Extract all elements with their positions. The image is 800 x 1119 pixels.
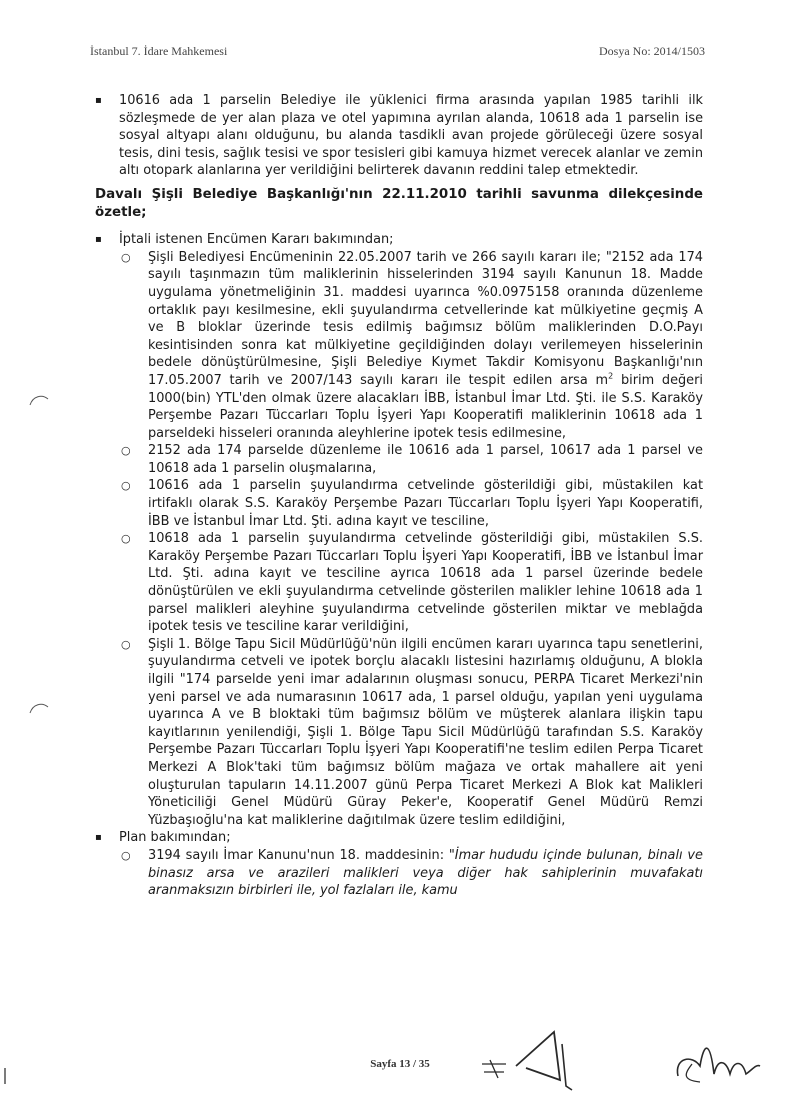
encumen-sub-item bbox=[121, 477, 703, 530]
plan-item-quote: "İmar hududu içinde bulunan, binalı ve binasız arsa ve arazileri malikleri veya diğer hak sahiplerinin muvafakatı aranmaksızın birbirleri ile, yol fazlaları ile, kamu bbox=[148, 847, 703, 899]
encumen-item-text-cont: birim değeri 1000(bin) YTL'den olmak üzere alacakları İBB, İstanbul İmar Ltd. Şti. ile S.S. Karaköy Perşembe Pazarı Tüccarları Toplu İşyeri Yapı Kooperatifi maliklerinin 10618 ada 1 parseldeki hisseleri oranında aleyhlerine ipotek tesis edilmesine, bbox=[148, 372, 703, 441]
bullet-icon: ▪ bbox=[95, 95, 102, 106]
plan-label: Plan bakımından; bbox=[119, 830, 231, 846]
plan-sub-item bbox=[121, 847, 703, 900]
section-heading: Davalı Şişli Belediye Başkanlığı'nın 22.11.2010 tarihli savunma dilekçesinde özetle; bbox=[95, 186, 703, 220]
encumen-item-text: 10616 ada 1 parselin şuyulandırma cetvelinde gösterildiği gibi, müstakilen kat irtifaklı olarak S.S. Karaköy Perşembe Pazarı Tüccarları Toplu İşyeri Yapı Kooperatifi, İBB ve İstanbul İmar Ltd. Şti. adına kayıt ve tesciline, bbox=[148, 478, 703, 529]
margin-mark-icon bbox=[28, 700, 50, 716]
circle-bullet-icon: ○ bbox=[121, 479, 131, 493]
page-header bbox=[90, 44, 705, 59]
signature-icon bbox=[670, 1036, 766, 1088]
intro-bullet-text: 10616 ada 1 parselin Belediye ile yüklenici firma arasında yapılan 1985 tarihli ilk sözleşmede de yer alan plaza ve otel yapımına ayrılan alanda, 10618 ada 1 parselin ise sosyal altyapı alanı olduğunu, bu alanda tasdikli avan projede görüleceği üzere sosyal tesis, dini tesis, sağlık tesisi ve spor tesisleri gibi kamuya hizmet verecek alanlar ve zemin altı otopark alanlarına yer verildiğini belirterek davanın reddini talep etmektedir. bbox=[119, 93, 703, 179]
edge-tick-icon bbox=[2, 1068, 8, 1084]
file-number: Dosya No: 2014/1503 bbox=[599, 44, 705, 58]
encumen-item-text: Şişli Belediyesi Encümeninin 22.05.2007 tarih ve 266 sayılı kararı ile; "2152 ada 174 sayılı taşınmazın tüm maliklerinin hisselerinden 3194 sayılı Kanunun 18. Madde uygulama yönetmeliğinin 31. maddesi uyarınca %0.0975158 oranında düzenleme ortaklık payı kesilmesine, ekli şuyulandırma cetvellerinde kat mülkiyetine geçmiş A ve B bloklar üzerinde tesis edilmiş bağımsız bölüm maliklerinden D.O.Payı kesintisinden sonra kat mülkiyetine geçildiğinden dolayı verilemeyen hisselerinin bedele dönüştürülmesine, Şişli Belediye Kıymet Takdir Komisyonu Başkanlığı'nın 17.05.2007 tarih ve 2007/143 sayılı kararı ile tespit edilen arsa m bbox=[148, 249, 703, 388]
circle-bullet-icon: ○ bbox=[121, 250, 131, 264]
encumen-sub-list bbox=[95, 249, 703, 830]
bullet-icon: ▪ bbox=[95, 832, 102, 844]
margin-mark-icon bbox=[28, 392, 50, 408]
page-number: Sayfa 13 / 35 bbox=[370, 1058, 430, 1070]
signature-initials-icon bbox=[476, 1020, 588, 1092]
encumen-sub-item bbox=[121, 530, 703, 636]
superscript-exponent: 2 bbox=[608, 371, 614, 381]
encumen-item-text: 2152 ada 174 parselde düzenleme ile 10616 ada 1 parsel, 10617 ada 1 parsel ve 10618 ada 1 parselin oluşmalarına, bbox=[148, 443, 703, 476]
plan-item-text: 3194 sayılı İmar Kanunu'nun 18. maddesinin: bbox=[148, 847, 449, 863]
encumen-item-text: 10618 ada 1 parselin şuyulandırma cetvelinde gösterildiği gibi, müstakilen S.S. Karaköy Perşembe Pazarı Tüccarları Toplu İşyeri Yapı Kooperatifi, İBB ve İstanbul İmar Ltd. Şti. adına kayıt ve tesciline ayrıca 10618 ada 1 parsel üzerinde bedele dönüştürülen ve ekli şuyulandırma cetvelinde gösterilen malikler lehine 10618 ada 1 parsel malikleri aleyhine şuyulandırma cetvelinde gösterilen miktar ve meblağda ipotek tesis ve tesciline karar verildiğini, bbox=[148, 531, 703, 635]
circle-bullet-icon: ○ bbox=[121, 848, 131, 862]
encumen-sub-item bbox=[121, 249, 703, 443]
encumen-label: İptali istenen Encümen Kararı bakımından; bbox=[119, 232, 394, 248]
bullet-icon: ▪ bbox=[95, 234, 102, 246]
document-body bbox=[95, 92, 703, 900]
intro-bullet-item bbox=[95, 92, 703, 180]
plan-bullet-item bbox=[95, 829, 703, 847]
encumen-item-text: Şişli 1. Bölge Tapu Sicil Müdürlüğü'nün ilgili encümen kararı uyarınca tapu senetlerini, şuyulandırma cetveli ve ipotek borçlu alacaklı listesini hazırlamış olduğunu, A blokla ilgili "174 parselde yeni imar adalarının oluşması sonucu, PERPA Ticaret Merkezi'nin yeni parsel ve ada numarasının 10617 ada, 1 parsel olduğu, yapılan yeni uygulama uyarınca A ve B bloktaki tüm bağımsız bölüm ve müşterek alanlara ilişkin tapu kayıtlarının yenilendiği, Şişli 1. Bölge Tapu Sicil Müdürlüğü tarafından S.S. Karaköy Perşembe Pazarı Tüccarları Toplu İşyeri Yapı Kooperatifi'ne teslim edilen Perpa Ticaret Merkezi A Blok'taki tüm bağımsız bölüm mağaza ve ortak mahallere ait yeni oluşturulan tapuların 14.11.2007 günü Perpa Ticaret Merkezi A Blok kat Malikleri Yöneticiliği Genel Müdürü Güray Peker'e, Kooperatif Genel Müdürü Remzi Yüzbaşıoğlu'na kat maliklerine dağıtılmak üzere teslim edildiğini, bbox=[148, 636, 703, 828]
court-name: İstanbul 7. İdare Mahkemesi bbox=[90, 44, 228, 58]
circle-bullet-icon: ○ bbox=[121, 444, 131, 458]
encumen-bullet-item bbox=[95, 231, 703, 249]
encumen-sub-item bbox=[121, 442, 703, 477]
plan-sub-list bbox=[95, 847, 703, 900]
circle-bullet-icon: ○ bbox=[121, 637, 131, 651]
circle-bullet-icon: ○ bbox=[121, 532, 131, 546]
encumen-sub-item bbox=[121, 636, 703, 830]
